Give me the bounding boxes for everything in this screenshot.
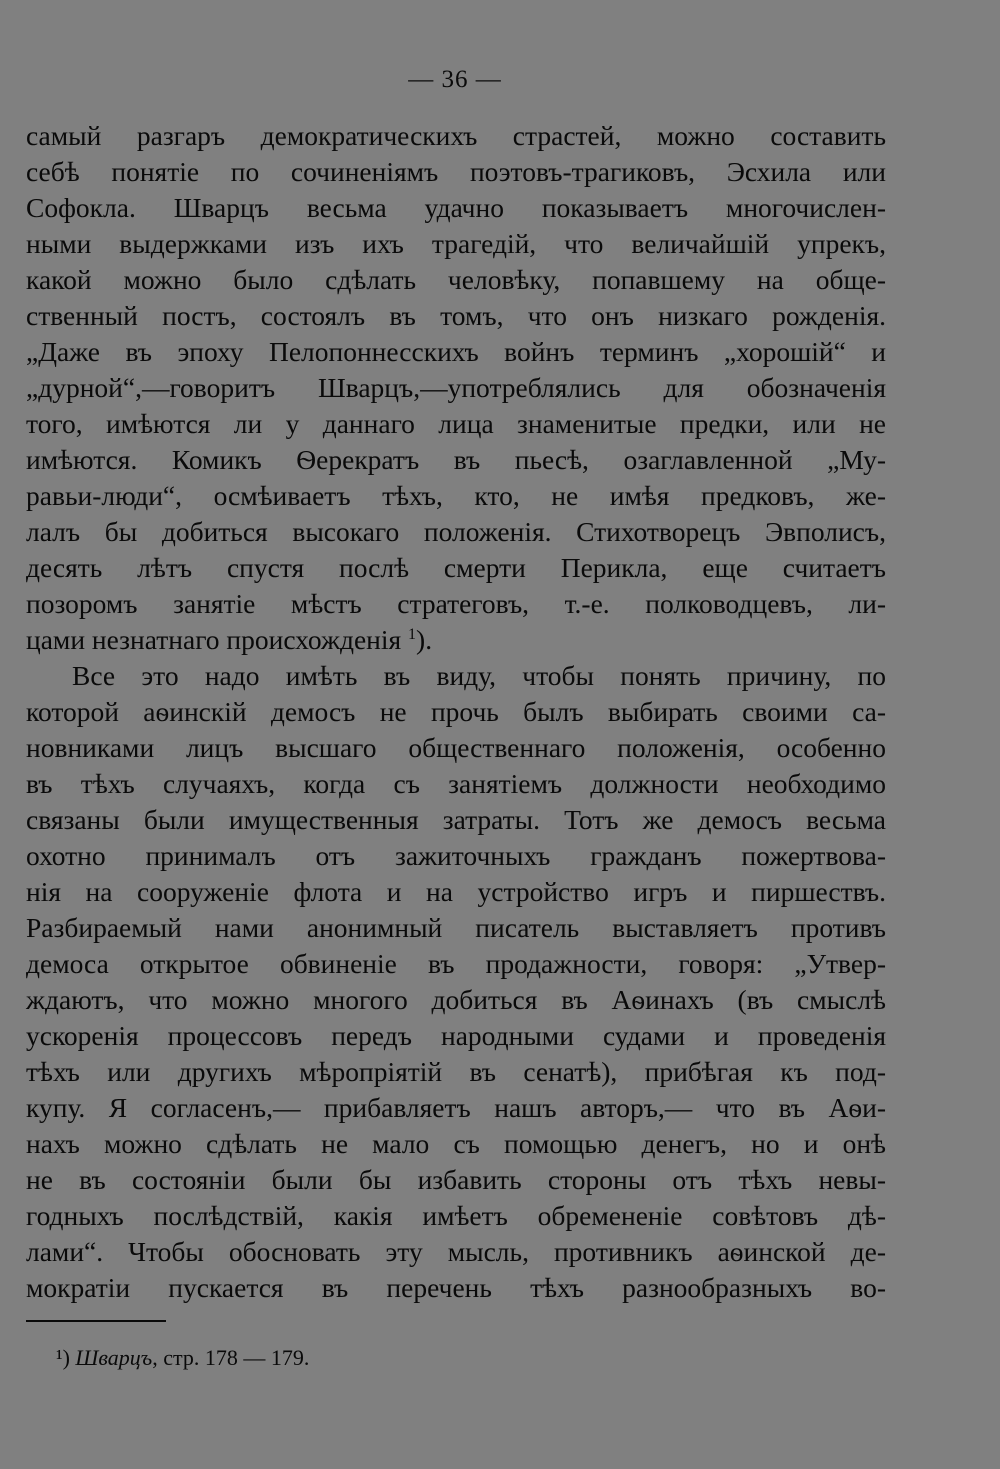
text-line: десять лѣтъ спустя послѣ смерти Перикла, еще считаетъ <box>26 552 886 583</box>
text-line: Софокла. Шварцъ весьма удачно показываетъ многочислен- <box>26 192 886 223</box>
text-line-paragraph-end <box>26 622 886 658</box>
text-line: лалъ бы добиться высокаго положенія. Стихотворецъ Эвполисъ, <box>26 516 886 547</box>
footnote-reference-tail: ). <box>416 624 433 655</box>
page-number: — 36 — <box>408 66 502 93</box>
text-line-paragraph-start: Все это надо имѣть въ виду, чтобы понять причину, по <box>72 660 886 691</box>
text-line: купу. Я согласенъ,— прибавляетъ нашъ авторъ,— что въ Аѳи- <box>26 1092 886 1123</box>
text-line: ными выдержками изъ ихъ трагедій, что величайшій упрекъ, <box>26 228 886 259</box>
footnote-author: Шварцъ <box>75 1345 153 1370</box>
text-line: какой можно было сдѣлать человѣку, попавшему на обще- <box>26 264 886 295</box>
footnote-marker: ¹) <box>56 1345 70 1370</box>
text-line: равьи-люди“, осмѣиваетъ тѣхъ, кто, не имѣя предковъ, же- <box>26 480 886 511</box>
text-line: нахъ можно сдѣлать не мало съ помощью денегъ, но и онѣ <box>26 1128 886 1159</box>
footnote <box>56 1345 309 1371</box>
text-line: того, имѣются ли у даннаго лица знаменитые предки, или не <box>26 408 886 439</box>
text-line: нія на сооруженіе флота и на устройство игръ и пиршествъ. <box>26 876 886 907</box>
text-line: годныхъ послѣдствій, какія имѣетъ обремененіе совѣтовъ дѣ- <box>26 1200 886 1231</box>
text-line: „дурной“,—говоритъ Шварцъ,—употреблялись для обозначенія <box>26 372 886 403</box>
body-text <box>26 118 886 1306</box>
text-line: ждаютъ, что можно многого добиться въ Аѳинахъ (въ смыслѣ <box>26 984 886 1015</box>
text-line: связаны были имущественныя затраты. Тотъ же демосъ весьма <box>26 804 886 835</box>
text-line: лами“. Чтобы обосновать эту мысль, противникъ аѳинской де- <box>26 1236 886 1267</box>
text-line: новниками лицъ высшаго общественнаго положенія, особенно <box>26 732 886 763</box>
text-line: ственный постъ, состоялъ въ томъ, что онъ низкаго рожденія. <box>26 300 886 331</box>
text-line-content: цами незнатнаго происхожденія <box>26 624 402 655</box>
text-line: себѣ понятіе по сочиненіямъ поэтовъ-трагиковъ, Эсхила или <box>26 156 886 187</box>
footnote-divider <box>26 1320 166 1322</box>
text-line: охотно принималъ отъ зажиточныхъ гражданъ пожертвова- <box>26 840 886 871</box>
text-line: самый разгаръ демократическихъ страстей, можно составить <box>26 120 886 151</box>
text-line: тѣхъ или другихъ мѣропріятій въ сенатѣ), прибѣгая къ под- <box>26 1056 886 1087</box>
text-line: имѣются. Комикъ Ѳерекратъ въ пьесѣ, озаглавленной „Му- <box>26 444 886 475</box>
text-line: ускоренія процессовъ передъ народными судами и проведенія <box>26 1020 886 1051</box>
text-line: которой аѳинскій демосъ не прочь былъ выбирать своими са- <box>26 696 886 727</box>
text-line: не въ состояніи были бы избавить стороны отъ тѣхъ невы- <box>26 1164 886 1195</box>
footnote-text: , стр. 178 — 179. <box>152 1345 310 1370</box>
text-line: мократіи пускается въ перечень тѣхъ разнообразныхъ во- <box>26 1272 886 1303</box>
text-line: Разбираемый нами анонимный писатель выставляетъ противъ <box>26 912 886 943</box>
footnote-reference: 1 <box>408 625 417 643</box>
text-line: въ тѣхъ случаяхъ, когда съ занятіемъ должности необходимо <box>26 768 886 799</box>
text-line: демоса открытое обвиненіе въ продажности, говоря: „Утвер- <box>26 948 886 979</box>
text-line: „Даже въ эпоху Пелопоннесскихъ войнъ терминъ „хорошій“ и <box>26 336 886 367</box>
text-line: позоромъ занятіе мѣстъ стратеговъ, т.-е. полководцевъ, ли- <box>26 588 886 619</box>
